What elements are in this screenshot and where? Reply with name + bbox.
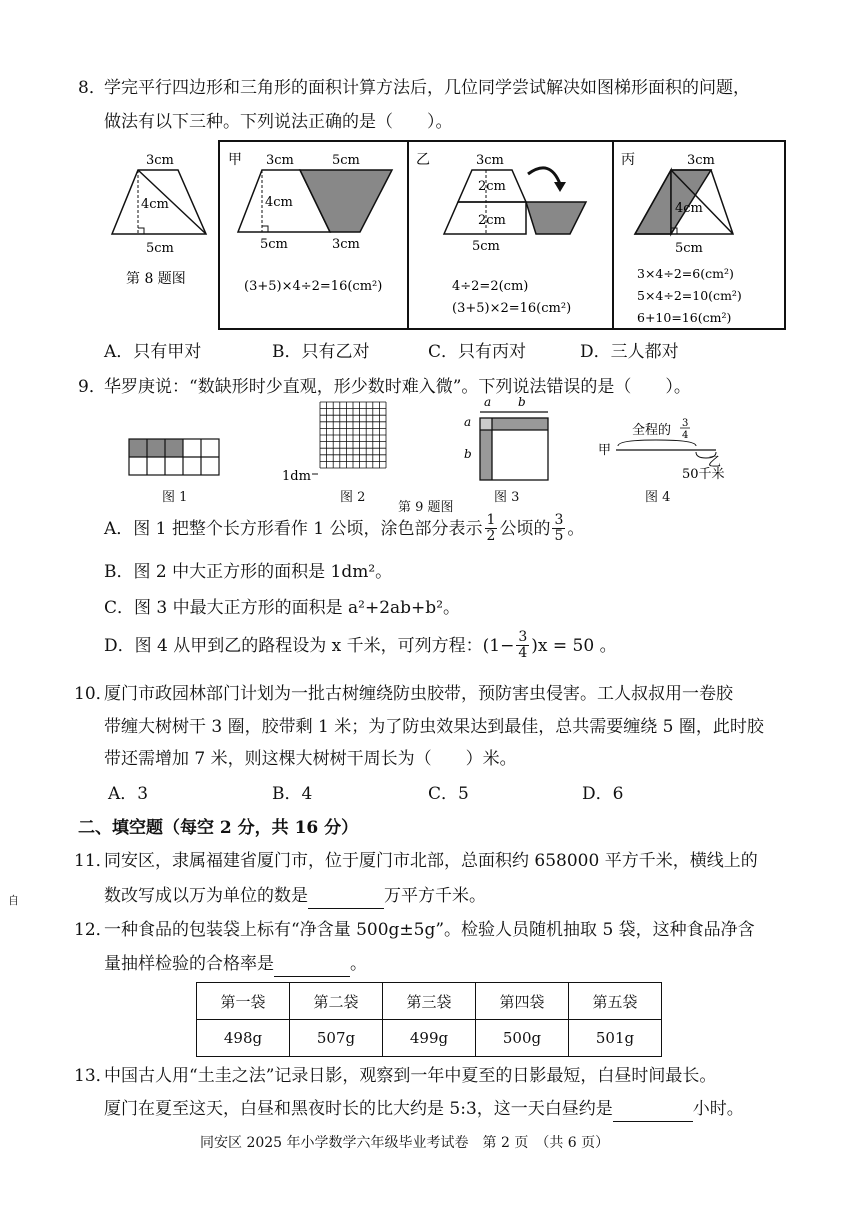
q8-line1: 学完平行四边形和三角形的面积计算方法后，几位同学尝试解决如图梯形面积的问题， <box>104 78 750 98</box>
q9-fig3-label: 图 3 <box>494 490 520 505</box>
page-footer: 同安区 2025 年小学数学六年级毕业考试卷 第 2 页 （共 6 页） <box>200 1135 610 1151</box>
q11-line2: 数改写成以万为单位的数是 万平方千米。 <box>104 884 486 909</box>
fig8-caption: 第 8 题图 <box>126 271 186 287</box>
svg-text:3cm: 3cm <box>266 153 294 168</box>
svg-text:2cm: 2cm <box>478 213 506 228</box>
q12-line2: 量抽样检验的合格率是 。 <box>104 952 367 977</box>
q12-line1: 一种食品的包装袋上标有“净含量 500g±5g”。检验人员随机抽取 5 袋，这种食品净含 <box>104 920 755 940</box>
section-2-title: 二、填空题（每空 2 分，共 16 分） <box>78 818 359 838</box>
q12-table <box>196 982 662 1057</box>
bing-label: 丙 <box>621 152 635 168</box>
q13-answer-blank[interactable] <box>613 1097 693 1122</box>
fig8-bottom-label: 5cm <box>146 241 174 256</box>
svg-text:50千米: 50千米 <box>682 467 725 482</box>
yi-formula2: (3+5)×2=16(cm²) <box>452 301 572 316</box>
q9-text: 华罗庚说：“数缺形时少直观，形少数时难入微”。下列说法错误的是（ ）。 <box>104 377 691 397</box>
svg-text:b: b <box>518 396 526 409</box>
svg-text:2cm: 2cm <box>478 179 506 194</box>
q9-fig1-label: 图 1 <box>162 490 188 505</box>
jia-label: 甲 <box>228 152 242 168</box>
yi-formula1: 4÷2=2(cm) <box>452 279 529 294</box>
q8-line2: 做法有以下三种。下列说法正确的是（ ）。 <box>104 112 453 132</box>
q8-yi-figure <box>410 144 610 324</box>
q10-line2: 带缠大树树干 3 圈，胶带剩 1 米；为了防虫效果达到最佳，总共需要缠绕 5 圈，此时胶 <box>104 717 764 737</box>
q13-line2: 厦门在夏至这天，白昼和黑夜时长的比大约是 5:3，这一天白昼约是 小时。 <box>104 1097 744 1122</box>
q10-line3: 带还需增加 7 米，则这棵大树树干周长为（ ）米。 <box>104 749 517 769</box>
q13-number: 13． <box>74 1066 113 1086</box>
q10-option-d[interactable]: D．6 <box>582 784 624 804</box>
q9-option-b[interactable]: B．图 2 中大正方形的面积是 1dm²。 <box>104 562 393 582</box>
svg-text:5cm: 5cm <box>260 237 288 252</box>
q9-fig2-label: 图 2 <box>340 490 366 505</box>
q9-fig4-label: 图 4 <box>645 490 671 505</box>
q9-optA-frac1: $\frac{1}{2}$ <box>486 512 496 544</box>
q10-option-c[interactable]: C．5 <box>428 784 469 804</box>
bing-formula3: 6+10=16(cm²) <box>637 310 732 325</box>
table-cell: 498g <box>197 1020 290 1057</box>
q8-option-d[interactable]: D．三人都对 <box>580 342 679 362</box>
q8-bing-figure <box>615 144 782 326</box>
q10-option-a[interactable]: A．3 <box>108 784 149 804</box>
fig8-height-label: 4cm <box>141 197 169 212</box>
yi-label: 乙 <box>416 152 430 168</box>
table-header-cell: 第二袋 <box>290 983 383 1020</box>
svg-text:乙: 乙 <box>708 455 722 470</box>
q8-option-a[interactable]: A．只有甲对 <box>104 342 202 362</box>
svg-text:3cm: 3cm <box>476 153 504 168</box>
svg-text:a: a <box>484 396 492 409</box>
q11-line1: 同安区，隶属福建省厦门市，位于厦门市北部，总面积约 658000 平方千米，横线上的 <box>104 851 758 871</box>
q9-fig2 <box>282 400 388 484</box>
bing-formula1: 3×4÷2=6(cm²) <box>637 266 734 281</box>
table-header-cell: 第五袋 <box>569 983 662 1020</box>
svg-text:5cm: 5cm <box>472 239 500 254</box>
svg-text:4cm: 4cm <box>265 195 293 210</box>
svg-text:4: 4 <box>682 430 689 441</box>
table-cell: 501g <box>569 1020 662 1057</box>
svg-text:4cm: 4cm <box>675 201 703 216</box>
q9-fig1 <box>128 438 224 478</box>
q10-line1: 厦门市政园林部门计划为一批古树缠绕防虫胶带，预防害虫侵害。工人叔叔用一卷胶 <box>104 684 733 704</box>
svg-text:5cm: 5cm <box>332 153 360 168</box>
q11-answer-blank[interactable] <box>308 884 384 909</box>
table-header-cell: 第四袋 <box>476 983 569 1020</box>
table-cell: 500g <box>476 1020 569 1057</box>
margin-mark: 自 <box>8 894 19 907</box>
q9-option-c[interactable]: C．图 3 中最大正方形的面积是 a²+2ab+b²。 <box>104 598 461 618</box>
q12-answer-blank[interactable] <box>274 952 350 977</box>
svg-text:5cm: 5cm <box>675 241 703 256</box>
q8-option-c[interactable]: C．只有丙对 <box>428 342 527 362</box>
q9-optA-frac2: $\frac{3}{5}$ <box>554 512 564 544</box>
q8-number: 8． <box>78 78 106 98</box>
q9-number: 9． <box>78 377 106 397</box>
table-cell: 507g <box>290 1020 383 1057</box>
svg-text:1dm: 1dm <box>282 469 311 484</box>
q13-line1: 中国古人用“土圭之法”记录日影，观察到一年中夏至的日影最短，白昼时间最长。 <box>104 1066 717 1086</box>
svg-text:甲: 甲 <box>598 443 612 458</box>
svg-text:3cm: 3cm <box>332 237 360 252</box>
jia-formula: (3+5)×4÷2=16(cm²) <box>244 279 383 294</box>
svg-text:全程的: 全程的 <box>632 423 672 438</box>
svg-text:a: a <box>464 415 472 429</box>
q9-option-a[interactable]: A．图 1 把整个长方形看作 1 公顷，涂色部分表示 $\frac{1}{2}$ 公顷的 $\frac{3}{5}$ 。 <box>104 512 585 544</box>
svg-text:b: b <box>464 447 472 461</box>
q8-option-b[interactable]: B．只有乙对 <box>272 342 370 362</box>
bing-formula2: 5×4÷2=10(cm²) <box>637 288 742 303</box>
q12-number: 12． <box>74 920 113 940</box>
q8-divider-2 <box>612 142 614 328</box>
table-header-cell: 第三袋 <box>383 983 476 1020</box>
fig8-top-label: 3cm <box>146 153 174 168</box>
q8-divider-1 <box>407 142 409 328</box>
q9-option-d[interactable]: D．图 4 从甲到乙的路程设为 x 千米，可列方程： (1− $\frac{3}{4}$ )x = 50 。 <box>104 629 617 661</box>
table-row <box>197 1020 662 1057</box>
q9-fig3 <box>460 396 552 486</box>
q8-jia-figure <box>222 144 407 324</box>
table-cell: 499g <box>383 1020 476 1057</box>
q10-number: 10． <box>74 684 113 704</box>
q8-figure <box>108 148 218 288</box>
q9-caption: 第 9 题图 <box>398 500 454 515</box>
q11-number: 11． <box>74 851 113 871</box>
table-header-cell: 第一袋 <box>197 983 290 1020</box>
q10-option-b[interactable]: B．4 <box>272 784 313 804</box>
svg-text:3: 3 <box>682 418 689 429</box>
q9-fig4 <box>596 412 746 482</box>
table-header-row <box>197 983 662 1020</box>
svg-text:3cm: 3cm <box>687 153 715 168</box>
